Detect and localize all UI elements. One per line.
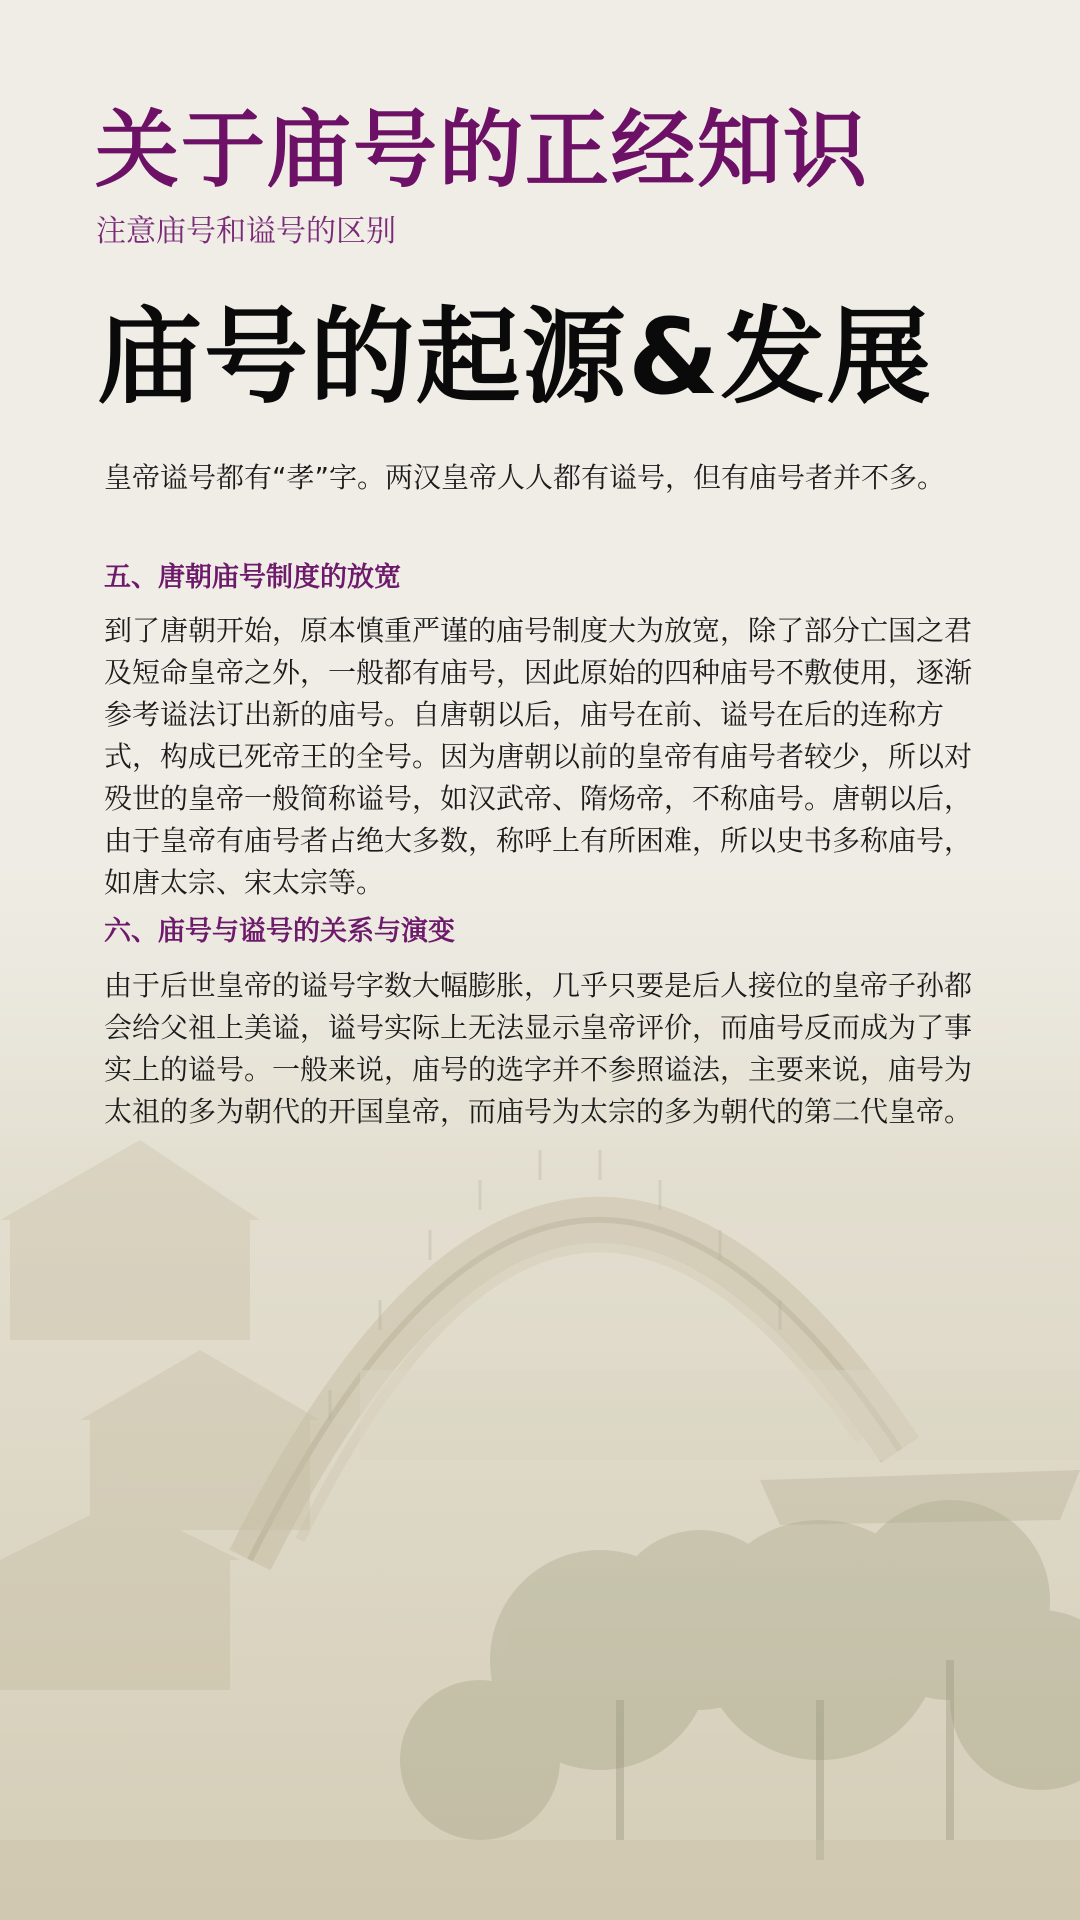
subheading-temple-posthumous-relation: 六、庙号与谥号的关系与演变 xyxy=(104,916,455,947)
paragraph-temple-posthumous-relation: 由于后世皇帝的谥号字数大幅膨胀，几乎只要是后人接位的皇帝子孙都会给父祖上美谥，谥号实际上无法显示皇帝评价，而庙号反而成为了事实上的谥号。一般来说，庙号的选字并不参照谥法，主要来说，庙号为太祖的多为朝代的开国皇帝，而庙号为太宗的多为朝代的第二代皇帝。 xyxy=(104,969,973,1128)
page-title: 关于庙号的正经知识 xyxy=(95,101,870,199)
subheading-tang-dynasty: 五、唐朝庙号制度的放宽 xyxy=(104,562,401,593)
paragraph-tang-dynasty: 到了唐朝开始，原本慎重严谨的庙号制度大为放宽，除了部分亡国之君及短命皇帝之外，一般都有庙号，因此原始的四种庙号不敷使用，逐渐参考谥法订出新的庙号。自唐朝以后，庙号在前、谥号在后的连称方式，构成已死帝王的全号。因为唐朝以前的皇帝有庙号者较少，所以对殁世的皇帝一般简称谥号，如汉武帝、隋炀帝，不称庙号。唐朝以后，由于皇帝有庙号者占绝大多数，称呼上有所困难，所以史书多称庙号，如唐太宗、宋太宗等。 xyxy=(104,614,973,899)
intro-paragraph: 皇帝谥号都有“孝”字。两汉皇帝人人都有谥号，但有庙号者并不多。 xyxy=(104,461,946,494)
section-title: 庙号的起源&发展 xyxy=(98,296,933,418)
page-subtitle: 注意庙号和谥号的区别 xyxy=(96,214,396,249)
